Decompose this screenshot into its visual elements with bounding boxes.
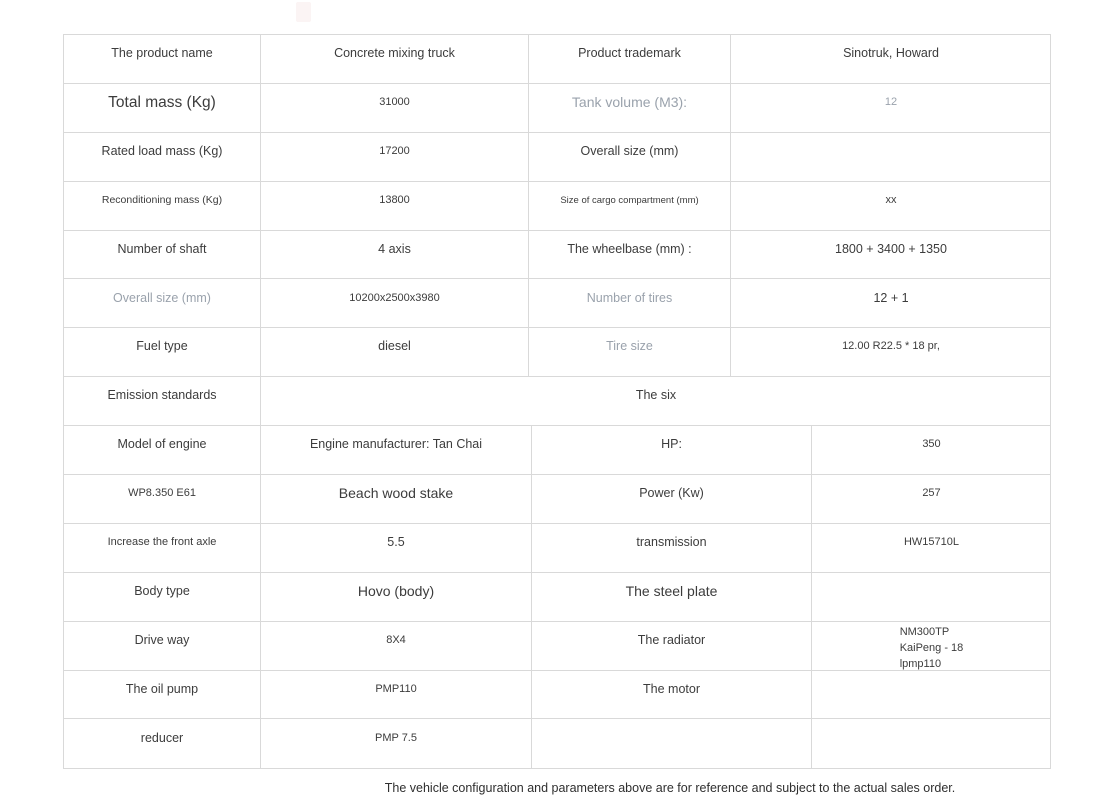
spec-label: Number of tires (529, 279, 731, 327)
spec-label: Overall size (mm) (64, 279, 261, 327)
spec-value: HW15710L (903, 535, 960, 548)
spec-label: Rated load mass (Kg) (64, 133, 261, 181)
spec-value: 12 + 1 (873, 290, 909, 305)
spec-label: Total mass (Kg) (64, 84, 261, 132)
spec-label: The oil pump (64, 671, 261, 719)
spec-value: 13800 (261, 182, 529, 230)
spec-value-line: KaiPeng - 18 (899, 641, 964, 654)
spec-value: PMP 7.5 (261, 719, 532, 768)
table-row (64, 279, 1050, 328)
table-row (64, 133, 1050, 182)
table-row (64, 573, 1050, 622)
spec-label: Fuel type (64, 328, 261, 376)
table-row (64, 84, 1050, 133)
spec-value: 12 (884, 95, 898, 108)
spec-value: The six (635, 388, 677, 403)
spec-label (532, 719, 812, 768)
spec-label: Size of cargo compartment (mm) (529, 182, 731, 230)
table-row (64, 426, 1050, 475)
spec-label: The product name (64, 35, 261, 83)
table-row (64, 231, 1050, 280)
spec-label: Emission standards (64, 377, 261, 425)
spec-label: Drive way (64, 622, 261, 670)
spec-label: The motor (532, 671, 812, 719)
spec-value: 8X4 (261, 622, 532, 670)
spec-label: HP: (532, 426, 812, 474)
spec-label: The steel plate (532, 573, 812, 621)
table-row (64, 524, 1050, 573)
table-row (64, 719, 1050, 768)
table-row (64, 377, 1050, 426)
spec-value: Engine manufacturer: Tan Chai (261, 426, 532, 474)
spec-label: Number of shaft (64, 231, 261, 279)
spec-label: Body type (64, 573, 261, 621)
table-row (64, 328, 1050, 377)
spec-value (812, 719, 1051, 768)
spec-value: 31000 (261, 84, 529, 132)
spec-value: Hovo (body) (261, 573, 532, 621)
spec-label: transmission (532, 524, 812, 572)
spec-label: The radiator (532, 622, 812, 670)
spec-label: reducer (64, 719, 261, 768)
spec-table (63, 34, 1051, 769)
spec-value: 17200 (261, 133, 529, 181)
spec-value: diesel (261, 328, 529, 376)
spec-value: Sinotruk, Howard (843, 46, 939, 61)
spec-value: 10200x2500x3980 (261, 279, 529, 327)
table-row (64, 182, 1050, 231)
spec-value (812, 573, 1051, 621)
spec-label: WP8.350 E61 (64, 475, 261, 523)
spec-label: Tank volume (M3): (529, 84, 731, 132)
spec-value: 5.5 (261, 524, 532, 572)
table-row (64, 35, 1050, 84)
spec-label: Power (Kw) (532, 475, 812, 523)
spec-label: Product trademark (529, 35, 731, 83)
table-row (64, 671, 1050, 720)
spec-value (812, 671, 1051, 719)
spec-label: Increase the front axle (64, 524, 261, 572)
table-row (64, 622, 1050, 671)
spec-value: xx (885, 193, 897, 206)
spec-value: PMP110 (261, 671, 532, 719)
spec-label: Model of engine (64, 426, 261, 474)
spec-value: Concrete mixing truck (261, 35, 529, 83)
spec-value: Beach wood stake (261, 475, 532, 523)
spec-value-line: NM300TP (899, 625, 950, 638)
table-row (64, 475, 1050, 524)
spec-label: Reconditioning mass (Kg) (64, 182, 261, 230)
spec-value: 4 axis (261, 231, 529, 279)
spec-value-line: lpmp110 (899, 657, 942, 670)
spec-label: Tire size (529, 328, 731, 376)
spec-value (812, 622, 1051, 670)
spec-value (731, 133, 1051, 181)
spec-value-multiline (900, 624, 964, 672)
spec-value: 257 (922, 487, 941, 500)
footer-disclaimer: The vehicle configuration and parameters above are for reference and subject to the actual sales order. (384, 781, 956, 795)
spec-label: Overall size (mm) (529, 133, 731, 181)
spec-value: 350 (922, 438, 941, 451)
spec-value: 12.00 R22.5 * 18 pr, (842, 340, 940, 353)
highlight-artifact (296, 2, 311, 22)
spec-label: The wheelbase (mm) : (529, 231, 731, 279)
spec-value: 1800 + 3400 + 1350 (835, 241, 947, 256)
